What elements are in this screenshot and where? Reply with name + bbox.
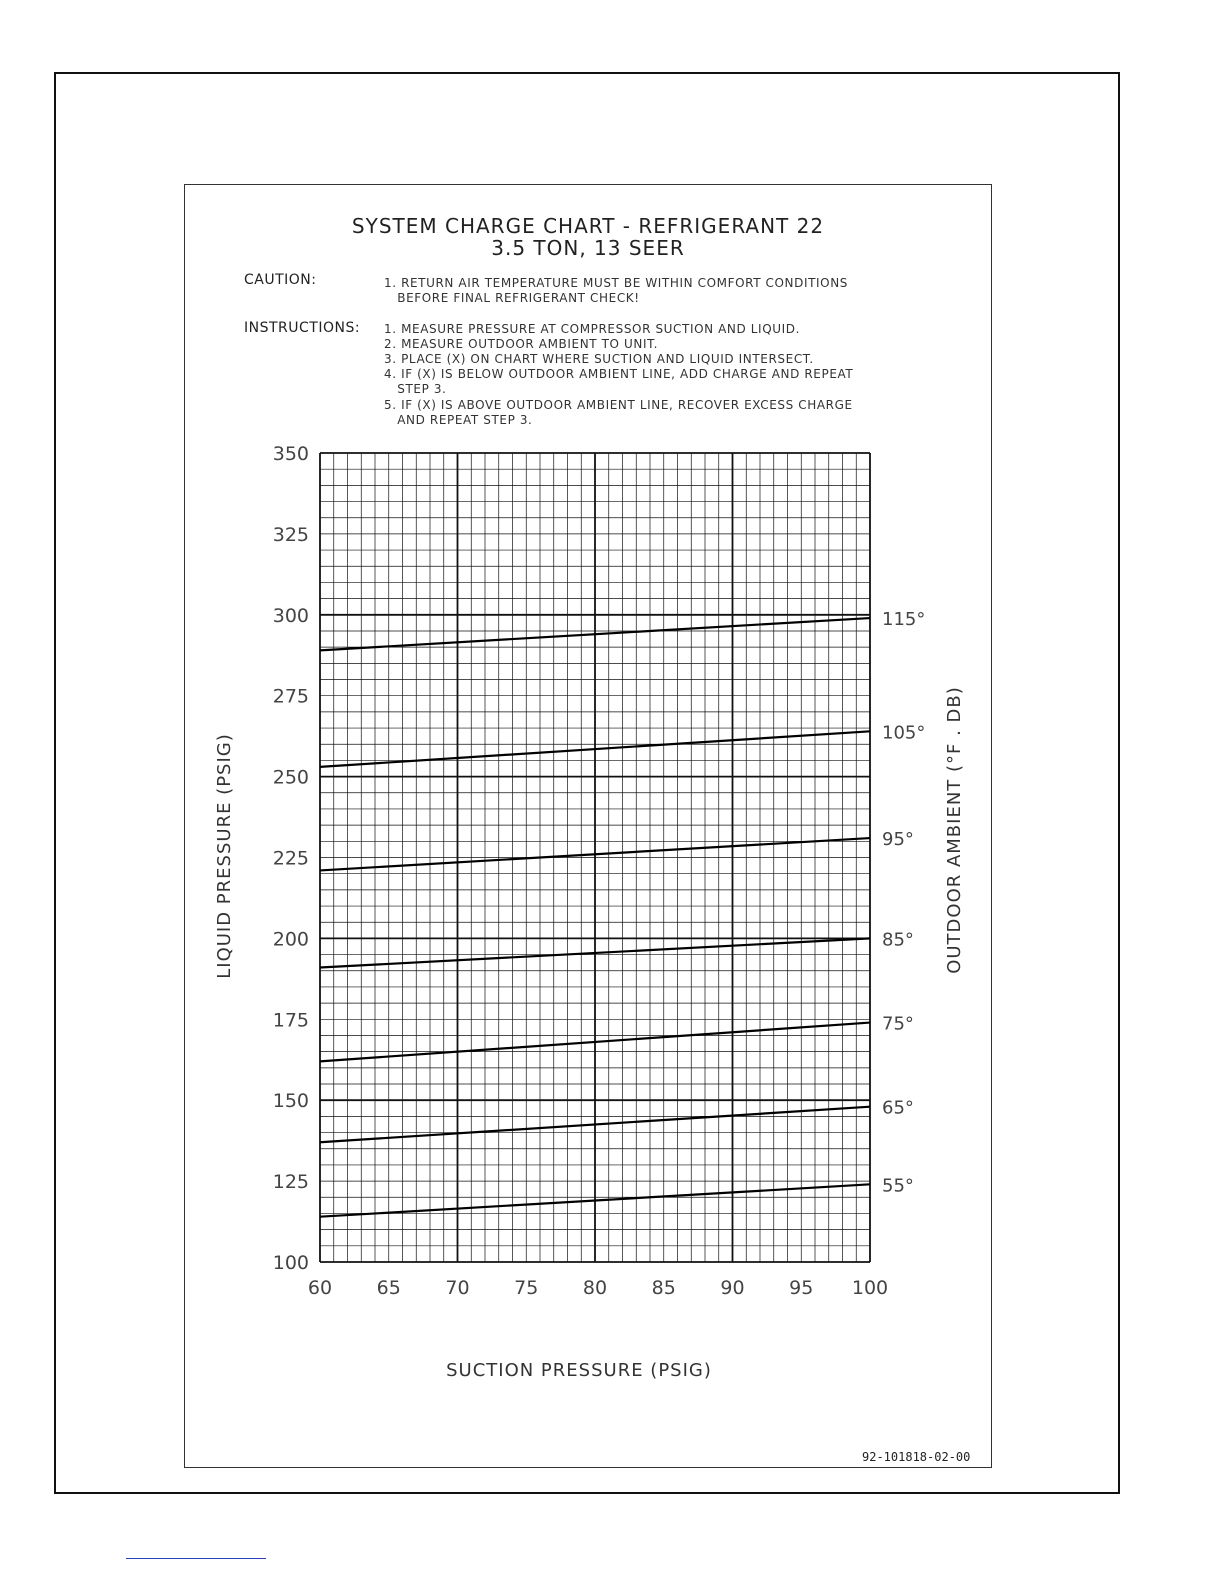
series-label: 65° [882, 1097, 914, 1119]
caution-line-1: 1. RETURN AIR TEMPERATURE MUST BE WITHIN COMFORT CONDITIONS [384, 276, 849, 290]
series-label: 105° [882, 722, 926, 744]
x-tick-label: 60 [307, 1277, 333, 1299]
y-tick-label: 125 [272, 1171, 309, 1194]
y-tick-label: 150 [272, 1090, 309, 1113]
instruction-line-7: AND REPEAT STEP 3. [384, 413, 533, 427]
x-tick-label: 70 [445, 1277, 470, 1299]
y-tick-label: 300 [272, 604, 309, 627]
x-tick-label: 80 [582, 1277, 608, 1299]
instruction-line-6: 5. IF (X) IS ABOVE OUTDOOR AMBIENT LINE, RECOVER EXCESS CHARGE [384, 398, 853, 412]
x-axis-title: SUCTION PRESSURE (PSIG) [446, 1360, 712, 1381]
chart-title: SYSTEM CHARGE CHART - REFRIGERANT 22 [351, 214, 825, 238]
series-label: 85° [882, 929, 914, 951]
instructions-label: INSTRUCTIONS: [244, 320, 361, 336]
instruction-line-1: 1. MEASURE PRESSURE AT COMPRESSOR SUCTION AND LIQUID. [384, 322, 801, 336]
caution-label: CAUTION: [244, 272, 317, 288]
chart-subtitle: 3.5 TON, 13 SEER [491, 236, 685, 260]
y-tick-label: 350 [272, 443, 309, 465]
instruction-line-4: 4. IF (X) IS BELOW OUTDOOR AMBIENT LINE, ADD CHARGE AND REPEAT [384, 367, 854, 381]
x-tick-label: 65 [376, 1277, 401, 1299]
y-tick-label: 175 [272, 1009, 309, 1032]
y-tick-label: 275 [272, 685, 309, 708]
instruction-line-5: STEP 3. [384, 382, 447, 396]
series-label: 55° [882, 1175, 914, 1197]
x-tick-label: 90 [720, 1277, 745, 1299]
x-tick-label: 95 [789, 1277, 814, 1299]
drawing-code: 92-101818-02-00 [862, 1450, 971, 1464]
y-tick-label: 250 [272, 766, 309, 789]
page-underline [126, 1558, 266, 1559]
y-tick-label: 325 [272, 523, 309, 546]
tick-labels [273, 443, 888, 1299]
y-tick-label: 200 [272, 928, 309, 951]
y-axis-title: LIQUID PRESSURE (PSIG) [214, 733, 235, 979]
series-labels [882, 609, 925, 1196]
instruction-line-3: 3. PLACE (X) ON CHART WHERE SUCTION AND LIQUID INTERSECT. [384, 352, 814, 366]
caution-line-2: BEFORE FINAL REFRIGERANT CHECK! [384, 291, 640, 305]
x-tick-label: 85 [651, 1277, 676, 1299]
y-tick-label: 100 [272, 1252, 309, 1274]
x-tick-label: 100 [851, 1277, 889, 1299]
series-label: 75° [882, 1013, 914, 1035]
y-tick-label: 225 [272, 847, 309, 870]
secondary-axis-title: OUTDOOR AMBIENT (°F . DB) [944, 686, 965, 974]
x-tick-label: 75 [514, 1277, 539, 1299]
series-label: 115° [882, 609, 926, 631]
instruction-line-2: 2. MEASURE OUTDOOR AMBIENT TO UNIT. [384, 337, 659, 351]
series-label: 95° [882, 829, 914, 851]
